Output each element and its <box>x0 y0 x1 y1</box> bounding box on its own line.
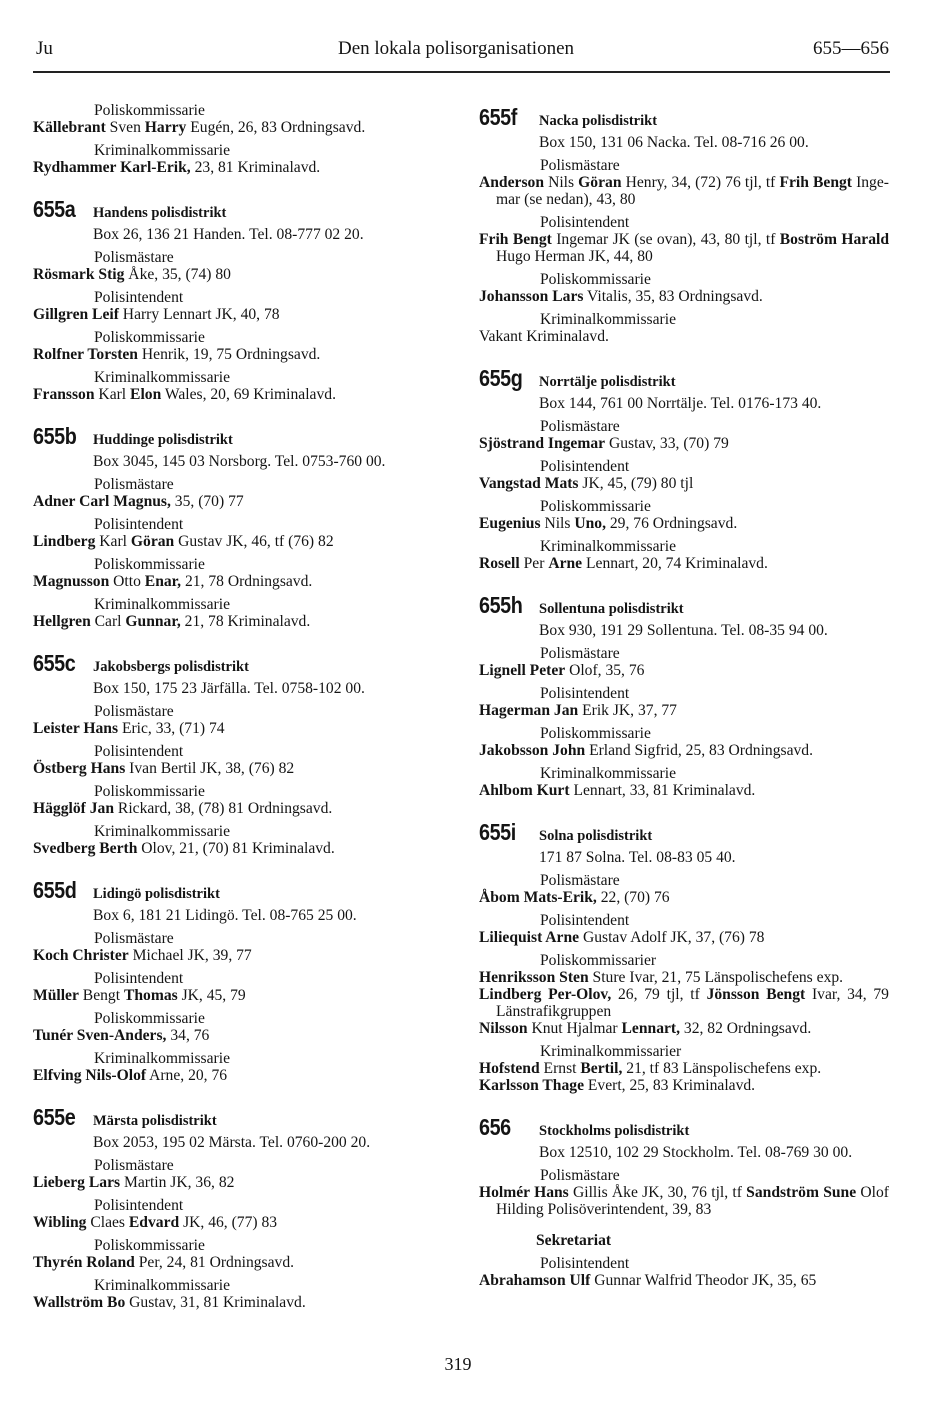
person-entry <box>479 969 889 986</box>
name-bold: Åbom Mats-Erik, <box>479 889 597 906</box>
district-heading <box>33 423 443 449</box>
running-head-title: Den lokala polisorganisationen <box>337 38 575 59</box>
person-line <box>479 1201 889 1218</box>
entry-text: Eugén, 26, 83 Ordningsavd. <box>186 119 366 136</box>
name-bold: Karlsson Thage <box>479 1077 584 1094</box>
person-line <box>479 1060 889 1077</box>
person-entry <box>33 840 443 857</box>
district-number: 655i <box>479 819 516 845</box>
name-bold: Bertil, <box>580 1060 623 1077</box>
entry-text: 23, 81 Kriminalavd. <box>190 159 321 176</box>
district-address: Box 150, 175 23 Järfälla. Tel. 0758-102 00. <box>93 680 365 697</box>
person-line <box>33 987 443 1004</box>
person-entry <box>33 1294 443 1311</box>
person-line <box>479 475 889 492</box>
name-bold: Jakobsson John <box>479 742 586 759</box>
entry-text: Karl <box>94 386 131 403</box>
district-address: Box 144, 761 00 Norrtälje. Tel. 0176-173 40. <box>539 395 822 412</box>
district-name: Märsta polisdistrikt <box>93 1113 217 1129</box>
entry-text: Per, 24, 81 Ordningsavd. <box>134 1254 295 1271</box>
entry-text: Lennart, 20, 74 Kriminalavd. <box>582 555 768 572</box>
name-bold: Adner Carl Magnus, <box>33 493 171 510</box>
name-bold: Anderson <box>479 174 544 191</box>
district-number: 655g <box>479 365 523 391</box>
person-line <box>479 1077 889 1094</box>
entry-text: Per <box>519 555 549 572</box>
entry-text: Lennart, 33, 81 Kriminalavd. <box>569 782 756 799</box>
person-line <box>479 782 889 799</box>
section-subhead: Sekretariat <box>536 1232 612 1249</box>
district-address: Box 3045, 145 03 Norsborg. Tel. 0753-760 00. <box>93 453 386 470</box>
entry-text: 21, tf 83 Länspolischefens exp. <box>622 1060 822 1077</box>
entry-text: Ernst <box>539 1060 581 1077</box>
header-rule <box>33 71 890 73</box>
entry-text: Ingemar JK (se ovan), 43, 80 tjl, tf <box>551 231 780 248</box>
name-bold: Elfving Nils-Olof <box>33 1067 147 1084</box>
entry-text: Wales, 20, 69 Kriminalavd. <box>161 386 336 403</box>
district-name: Sollentuna polisdistrikt <box>539 601 684 617</box>
name-bold: Leister Hans <box>33 720 119 737</box>
person-entry <box>33 1027 443 1044</box>
name-bold: Rosell <box>479 555 520 572</box>
name-bold: Henriksson Sten <box>479 969 589 986</box>
entry-text: Hilding Polisöverintendent, 39, 83 <box>496 1201 712 1218</box>
rank-title: Polismästare <box>94 930 174 947</box>
person-entry <box>479 174 889 208</box>
name-bold: Uno, <box>574 515 606 532</box>
name-bold: Müller <box>33 987 79 1004</box>
rank-title: Poliskommissarie <box>94 1010 205 1027</box>
person-line <box>33 493 443 510</box>
rank-title: Poliskommissarie <box>540 498 651 515</box>
rank-title: Polisintendent <box>540 1255 630 1272</box>
entry-text: JK, 46, (77) 83 <box>179 1214 278 1231</box>
name-bold: Lieberg Lars <box>33 1174 121 1191</box>
left-column <box>33 96 443 1311</box>
person-entry <box>479 555 889 572</box>
person-line <box>479 986 889 1003</box>
district-number: 655f <box>479 104 517 130</box>
entry-text: Hugo Herman JK, 44, 80 <box>496 248 653 265</box>
person-line <box>479 555 889 572</box>
district-name: Solna polisdistrikt <box>539 828 653 844</box>
name-bold: Boström Harald <box>779 231 889 248</box>
page-number: 319 <box>444 1354 472 1374</box>
person-entry <box>33 987 443 1004</box>
person-line <box>33 573 443 590</box>
person-entry <box>479 1060 889 1077</box>
entry-text: Sven <box>105 119 145 136</box>
name-bold: Rydhammer Karl-Erik, <box>33 159 191 176</box>
entry-text: Gunnar Walfrid Theodor JK, 35, 65 <box>590 1272 817 1289</box>
entry-text: Olof <box>856 1184 889 1201</box>
rank-title: Kriminalkommissarie <box>540 765 676 782</box>
person-line <box>479 1020 889 1037</box>
person-line <box>33 760 443 777</box>
rank-title: Polisintendent <box>540 458 630 475</box>
person-line <box>33 840 443 857</box>
entry-text: Bengt <box>78 987 124 1004</box>
entry-text: 34, 76 <box>166 1027 210 1044</box>
rank-title: Poliskommissarie <box>540 725 651 742</box>
person-entry <box>33 159 443 176</box>
name-bold: Hellgren <box>33 613 91 630</box>
person-line <box>33 1214 443 1231</box>
district-name: Huddinge polisdistrikt <box>93 432 233 448</box>
person-entry <box>33 306 443 323</box>
rank-title: Polismästare <box>540 418 620 435</box>
entry-text: mar (se nedan), 43, 80 <box>496 191 636 208</box>
name-bold: Hagerman Jan <box>479 702 579 719</box>
person-line <box>479 248 889 265</box>
rank-title: Polisintendent <box>94 516 184 533</box>
person-entry <box>33 533 443 550</box>
person-entry <box>479 986 889 1020</box>
district-number: 656 <box>479 1114 511 1140</box>
person-line <box>33 306 443 323</box>
person-line <box>479 889 889 906</box>
district-address: Box 150, 131 06 Nacka. Tel. 08-716 26 00. <box>539 134 809 151</box>
entry-text: Olof, 35, 76 <box>565 662 645 679</box>
person-line <box>33 533 443 550</box>
person-line <box>33 947 443 964</box>
person-entry <box>479 1020 889 1037</box>
rank-title: Poliskommissarie <box>540 271 651 288</box>
person-line <box>33 1254 443 1271</box>
person-line <box>33 346 443 363</box>
district-name: Stockholms polisdistrikt <box>539 1123 690 1139</box>
rank-title: Polisintendent <box>94 743 184 760</box>
name-bold: Jönsson Bengt <box>706 986 806 1003</box>
name-bold: Sjöstrand Ingemar <box>479 435 606 452</box>
district-heading <box>479 819 889 845</box>
name-bold: Frih Bengt <box>779 174 852 191</box>
entry-text: Gustav JK, 46, tf (76) 82 <box>174 533 334 550</box>
district-address: 171 87 Solna. Tel. 08-83 05 40. <box>539 849 736 866</box>
district-address: Box 2053, 195 02 Märsta. Tel. 0760-200 20. <box>93 1134 371 1151</box>
person-line <box>33 386 443 403</box>
entry-text: Erland Sigfrid, 25, 83 Ordningsavd. <box>585 742 814 759</box>
entry-text: Vakant Kriminalavd. <box>479 328 609 345</box>
entry-text: Carl <box>90 613 126 630</box>
person-line <box>479 288 889 305</box>
district-name: Handens polisdistrikt <box>93 205 227 221</box>
person-entry <box>479 782 889 799</box>
person-line <box>479 969 889 986</box>
entry-text: Ivan Bertil JK, 38, (76) 82 <box>125 760 295 777</box>
person-entry <box>33 119 443 136</box>
name-bold: Östberg Hans <box>33 760 126 777</box>
entry-text: Karl <box>95 533 131 550</box>
district-name: Lidingö polisdistrikt <box>93 886 220 902</box>
district-address: Box 26, 136 21 Handen. Tel. 08-777 02 20. <box>93 226 364 243</box>
entry-text: Sture Ivar, 21, 75 Länspolischefens exp. <box>588 969 844 986</box>
person-line <box>33 1067 443 1084</box>
person-line <box>479 231 889 248</box>
entry-text: Gustav Adolf JK, 37, (76) 78 <box>579 929 765 946</box>
rank-title: Polisintendent <box>94 1197 184 1214</box>
entry-text: Nils <box>540 515 575 532</box>
rank-title: Polismästare <box>94 249 174 266</box>
name-bold: Källebrant <box>33 119 106 136</box>
entry-text: 26, 79 tjl, tf <box>611 986 707 1003</box>
name-bold: Hofstend <box>479 1060 540 1077</box>
entry-text: 29, 76 Ordningsavd. <box>605 515 738 532</box>
entry-text: Henrik, 19, 75 Ordningsavd. <box>137 346 321 363</box>
person-line <box>479 174 889 191</box>
rank-title: Kriminalkommissarie <box>94 142 230 159</box>
person-line <box>479 435 889 452</box>
entry-text: Gillis Åke JK, 30, 76 tjl, tf <box>568 1184 747 1201</box>
name-bold: Gillgren Leif <box>33 306 119 323</box>
person-line <box>479 1272 889 1289</box>
person-entry <box>33 947 443 964</box>
district-heading <box>479 592 889 618</box>
name-bold: Koch Christer <box>33 947 129 964</box>
entry-text: 35, (70) 77 <box>170 493 244 510</box>
entry-text: Gustav, 31, 81 Kriminalavd. <box>125 1294 306 1311</box>
district-address: Box 930, 191 29 Sollentuna. Tel. 08-35 94 00. <box>539 622 828 639</box>
person-line <box>33 1294 443 1311</box>
rank-title: Polismästare <box>94 1157 174 1174</box>
entry-text: Martin JK, 36, 82 <box>120 1174 235 1191</box>
person-line <box>479 1003 889 1020</box>
rank-title: Polismästare <box>94 476 174 493</box>
name-bold: Thomas <box>123 987 178 1004</box>
entry-text: Michael JK, 39, 77 <box>128 947 252 964</box>
district-heading <box>33 650 443 676</box>
district-heading <box>33 196 443 222</box>
person-entry <box>479 1077 889 1094</box>
person-line <box>33 1027 443 1044</box>
district-heading <box>479 104 889 130</box>
rank-title: Kriminalkommissarie <box>94 823 230 840</box>
person-entry <box>33 1254 443 1271</box>
district-number: 655d <box>33 877 77 903</box>
name-bold: Nilsson <box>479 1020 528 1037</box>
rank-title: Poliskommissarie <box>94 783 205 800</box>
rank-title: Poliskommissarie <box>94 1237 205 1254</box>
district-number: 655a <box>33 196 76 222</box>
rank-title: Polisintendent <box>540 912 630 929</box>
person-entry <box>479 435 889 452</box>
person-entry <box>33 720 443 737</box>
rank-title: Polisintendent <box>94 289 184 306</box>
rank-title: Polismästare <box>540 645 620 662</box>
name-bold: Lignell Peter <box>479 662 566 679</box>
rank-title: Kriminalkommissarie <box>94 1277 230 1294</box>
rank-title: Kriminalkommissarier <box>540 1043 682 1060</box>
person-line <box>33 159 443 176</box>
entry-text: JK, 45, (79) 80 tjl <box>578 475 694 492</box>
name-bold: Fransson <box>33 386 95 403</box>
district-number: 655h <box>479 592 523 618</box>
name-bold: Svedberg Berth <box>33 840 138 857</box>
person-line <box>479 1184 889 1201</box>
name-bold: Edvard <box>128 1214 180 1231</box>
person-entry <box>479 1184 889 1218</box>
running-head-section: Ju <box>36 38 53 59</box>
rank-title: Polisintendent <box>94 970 184 987</box>
name-bold: Liliequist Arne <box>479 929 580 946</box>
right-column <box>479 84 889 1289</box>
rank-title: Poliskommissarie <box>94 556 205 573</box>
person-line <box>479 702 889 719</box>
person-entry <box>33 573 443 590</box>
person-entry <box>33 386 443 403</box>
entry-text: Länstrafikgruppen <box>496 1003 612 1020</box>
person-entry <box>479 702 889 719</box>
name-bold: Enar, <box>144 573 182 590</box>
person-entry <box>33 800 443 817</box>
entry-text: Inge- <box>851 174 889 191</box>
name-bold: Lindberg <box>33 533 96 550</box>
person-line <box>479 929 889 946</box>
rank-title: Polismästare <box>540 872 620 889</box>
person-line <box>33 266 443 283</box>
entry-text: Eric, 33, (71) 74 <box>118 720 225 737</box>
entry-text: Gustav, 33, (70) 79 <box>605 435 729 452</box>
person-entry <box>33 346 443 363</box>
person-line <box>479 515 889 532</box>
entry-text: Evert, 25, 83 Kriminalavd. <box>584 1077 756 1094</box>
entry-text: Otto <box>109 573 145 590</box>
entry-text: 22, (70) 76 <box>596 889 670 906</box>
district-name: Jakobsbergs polisdistrikt <box>93 659 249 675</box>
name-bold: Arne <box>548 555 583 572</box>
rank-title: Poliskommissarier <box>540 952 657 969</box>
person-entry <box>33 266 443 283</box>
person-entry <box>479 1272 889 1289</box>
entry-text: 32, 82 Ordningsavd. <box>680 1020 812 1037</box>
entry-text: Harry Lennart JK, 40, 78 <box>118 306 280 323</box>
name-bold: Johansson Lars <box>479 288 584 305</box>
name-bold: Abrahamson Ulf <box>479 1272 591 1289</box>
rank-title: Polismästare <box>94 703 174 720</box>
person-entry <box>479 328 889 345</box>
entry-text: Henry, 34, (72) 76 tjl, tf <box>621 174 780 191</box>
person-entry <box>33 493 443 510</box>
rank-title: Kriminalkommissarie <box>94 369 230 386</box>
person-entry <box>479 742 889 759</box>
entry-text: Åke, 35, (74) 80 <box>124 266 231 283</box>
person-entry <box>33 613 443 630</box>
rank-title: Poliskommissarie <box>94 102 205 119</box>
person-line <box>33 800 443 817</box>
person-line <box>33 720 443 737</box>
name-bold: Vangstad Mats <box>479 475 579 492</box>
district-number: 655c <box>33 650 76 676</box>
person-entry <box>479 475 889 492</box>
entry-text: Erik JK, 37, 77 <box>578 702 677 719</box>
person-entry <box>479 231 889 265</box>
entry-text: Nils <box>544 174 579 191</box>
name-bold: Göran <box>130 533 175 550</box>
district-heading <box>33 877 443 903</box>
name-bold: Rolfner Torsten <box>33 346 138 363</box>
entry-text: Arne, 20, 76 <box>146 1067 228 1084</box>
person-entry <box>33 1214 443 1231</box>
rank-title: Kriminalkommissarie <box>540 311 676 328</box>
person-line <box>479 662 889 679</box>
district-number: 655e <box>33 1104 76 1130</box>
rank-title: Kriminalkommissarie <box>94 1050 230 1067</box>
name-bold: Lindberg Per-Olov, <box>479 986 612 1003</box>
name-bold: Rösmark Stig <box>33 266 125 283</box>
district-name: Norrtälje polisdistrikt <box>539 374 676 390</box>
rank-title: Poliskommissarie <box>94 329 205 346</box>
entry-text: 21, 78 Ordningsavd. <box>181 573 313 590</box>
name-bold: Frih Bengt <box>479 231 552 248</box>
name-bold: Göran <box>578 174 622 191</box>
district-address: Box 6, 181 21 Lidingö. Tel. 08-765 25 00. <box>93 907 357 924</box>
person-line <box>33 1174 443 1191</box>
name-bold: Wallström Bo <box>33 1294 126 1311</box>
person-line <box>33 613 443 630</box>
rank-title: Polismästare <box>540 1167 620 1184</box>
name-bold: Tunér Sven-Anders, <box>33 1027 167 1044</box>
entry-text: JK, 45, 79 <box>177 987 246 1004</box>
running-head-page-range: 655—656 <box>813 38 889 59</box>
rank-title: Kriminalkommissarie <box>540 538 676 555</box>
district-heading <box>33 1104 443 1130</box>
person-entry <box>479 929 889 946</box>
person-line <box>33 119 443 136</box>
rank-title: Polisintendent <box>540 214 630 231</box>
name-bold: Ahlbom Kurt <box>479 782 570 799</box>
rank-title: Kriminalkommissarie <box>94 596 230 613</box>
name-bold: Gunnar, <box>125 613 181 630</box>
district-heading <box>479 1114 889 1140</box>
name-bold: Lennart, <box>621 1020 681 1037</box>
district-number: 655b <box>33 423 77 449</box>
name-bold: Sandström Sune <box>746 1184 857 1201</box>
rank-title: Polismästare <box>540 157 620 174</box>
name-bold: Thyrén Roland <box>33 1254 135 1271</box>
name-bold: Holmér Hans <box>479 1184 569 1201</box>
name-bold: Harry <box>144 119 187 136</box>
person-entry <box>479 889 889 906</box>
entry-text: Knut Hjalmar <box>527 1020 622 1037</box>
entry-text: Ivar, 34, 79 <box>805 986 889 1003</box>
district-address: Box 12510, 102 29 Stockholm. Tel. 08-769 30 00. <box>539 1144 853 1161</box>
entry-text: Claes <box>86 1214 129 1231</box>
district-heading <box>479 365 889 391</box>
entry-text: Olov, 21, (70) 81 Kriminalavd. <box>137 840 335 857</box>
person-entry <box>33 760 443 777</box>
name-bold: Hägglöf Jan <box>33 800 115 817</box>
name-bold: Wibling <box>33 1214 87 1231</box>
entry-text: 21, 78 Kriminalavd. <box>180 613 311 630</box>
person-line <box>479 742 889 759</box>
rank-title: Polisintendent <box>540 685 630 702</box>
district-name: Nacka polisdistrikt <box>539 113 658 129</box>
entry-text: Rickard, 38, (78) 81 Ordningsavd. <box>114 800 333 817</box>
entry-text: Vitalis, 35, 83 Ordningsavd. <box>583 288 763 305</box>
name-bold: Eugenius <box>479 515 541 532</box>
person-line <box>479 328 889 345</box>
person-entry <box>479 288 889 305</box>
person-line <box>479 191 889 208</box>
person-entry <box>33 1067 443 1084</box>
name-bold: Elon <box>130 386 162 403</box>
name-bold: Magnusson <box>33 573 110 590</box>
person-entry <box>33 1174 443 1191</box>
person-entry <box>479 515 889 532</box>
person-entry <box>479 662 889 679</box>
